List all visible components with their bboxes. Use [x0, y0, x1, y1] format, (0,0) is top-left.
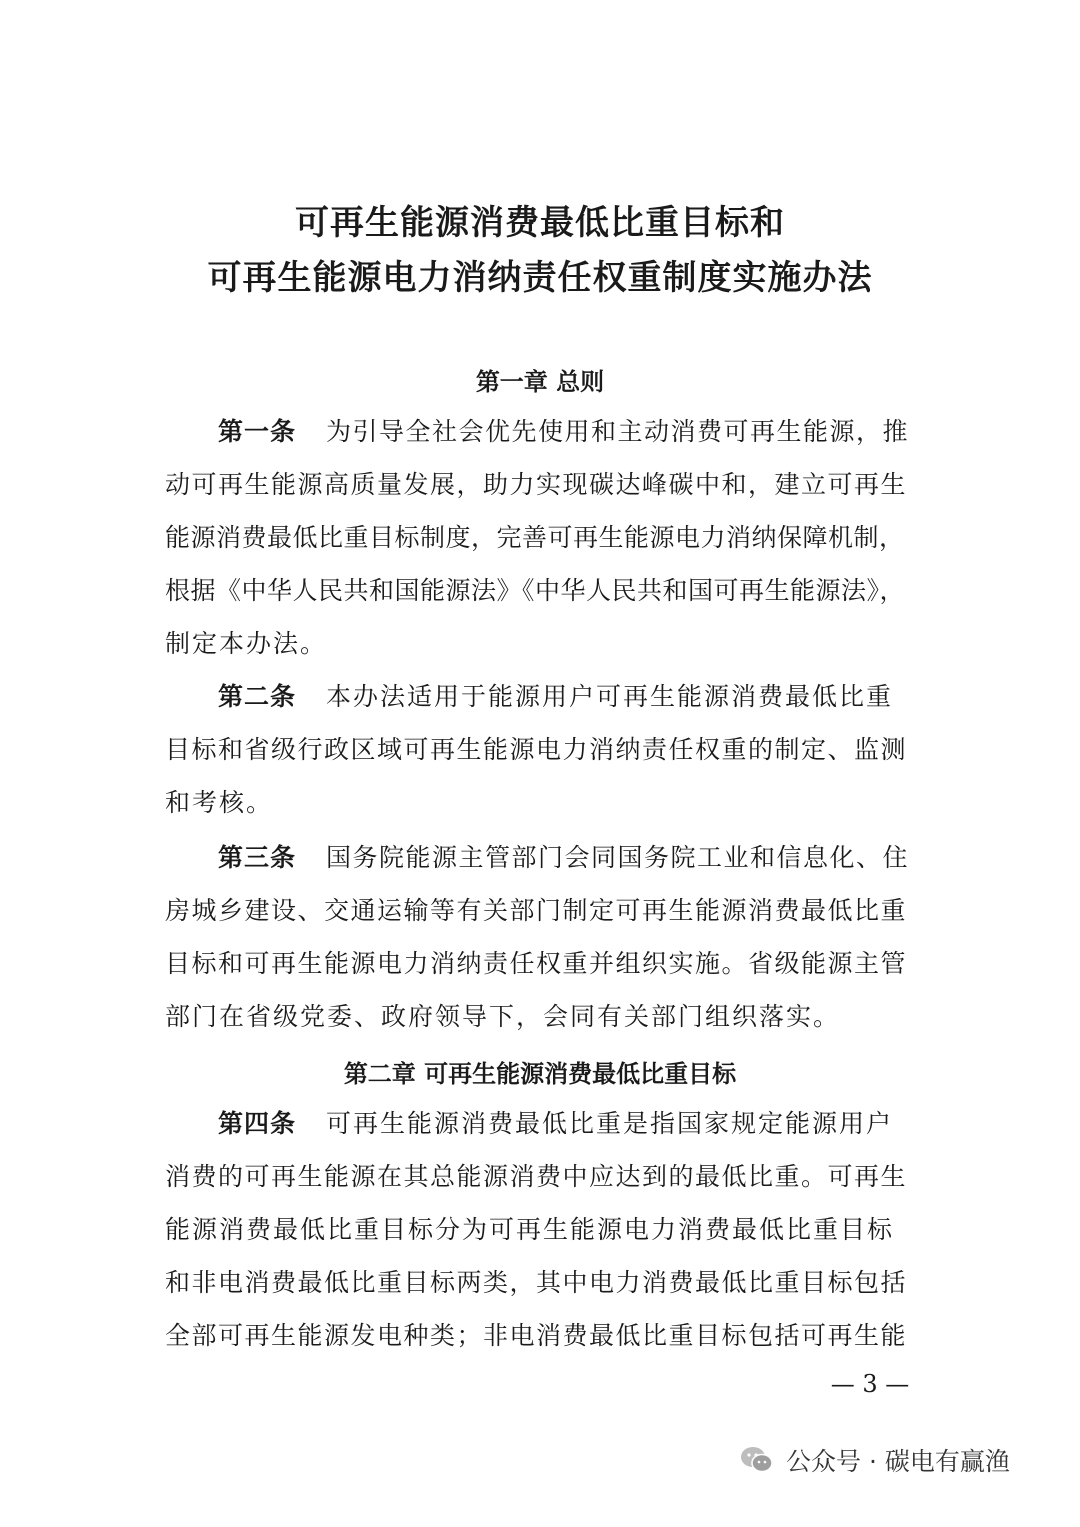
article-1-line: 制定本办法。	[165, 629, 328, 658]
chapter-1-heading: 第一章 总则	[475, 368, 605, 396]
article-4-line: 全部可再生能源发电种类；非电消费最低比重目标包括可再生能	[165, 1321, 908, 1350]
article-4-line: 能源消费最低比重目标分为可再生能源电力消费最低比重目标	[165, 1215, 895, 1244]
article-4-line	[218, 1106, 915, 1142]
article-3-line	[218, 840, 915, 876]
document-title-line-2: 可再生能源电力消纳责任权重制度实施办法	[207, 258, 873, 298]
article-2-number: 第二条	[218, 682, 297, 711]
article-1-text: 为引导全社会优先使用和主动消费可再生能源，推	[326, 417, 910, 446]
wechat-account-watermark	[740, 1440, 1010, 1480]
chapter-2-heading: 第二章 可再生能源消费最低比重目标	[343, 1060, 737, 1088]
article-4-number: 第四条	[218, 1109, 297, 1138]
article-3-line: 目标和可再生能源电力消纳责任权重并组织实施。省级能源主管	[165, 949, 908, 978]
article-1-line: 根据《中华人民共和国能源法》《中华人民共和国可再生能源法》，	[165, 576, 906, 605]
article-3-number: 第三条	[218, 843, 297, 872]
article-2-line	[218, 679, 915, 715]
article-2-text: 本办法适用于能源用户可再生能源消费最低比重	[326, 682, 894, 711]
article-3-line: 房城乡建设、交通运输等有关部门制定可再生能源消费最低比重	[165, 896, 908, 925]
wechat-account-name: 公众号 · 碳电有赢渔	[786, 1447, 1010, 1476]
article-1-line: 动可再生能源高质量发展，助力实现碳达峰碳中和，建立可再生	[165, 470, 908, 499]
article-1-line	[218, 414, 915, 450]
article-4-text: 可再生能源消费最低比重是指国家规定能源用户	[326, 1109, 894, 1138]
article-3-text: 国务院能源主管部门会同国务院工业和信息化、住	[326, 843, 910, 872]
article-4-line: 和非电消费最低比重目标两类，其中电力消费最低比重目标包括	[165, 1268, 908, 1297]
page-number: — 3 —	[830, 1370, 910, 1398]
article-2-line: 目标和省级行政区域可再生能源电力消纳责任权重的制定、监测	[165, 735, 908, 764]
article-3-line: 部门在省级党委、政府领导下，会同有关部门组织落实。	[165, 1002, 841, 1031]
article-1-number: 第一条	[218, 417, 297, 446]
document-title-line-1: 可再生能源消费最低比重目标和	[295, 203, 785, 243]
wechat-icon	[740, 1445, 774, 1475]
article-1-line: 能源消费最低比重目标制度，完善可再生能源电力消纳保障机制，	[165, 523, 905, 552]
article-2-line: 和考核。	[165, 788, 274, 817]
article-4-line: 消费的可再生能源在其总能源消费中应达到的最低比重。可再生	[165, 1162, 908, 1191]
